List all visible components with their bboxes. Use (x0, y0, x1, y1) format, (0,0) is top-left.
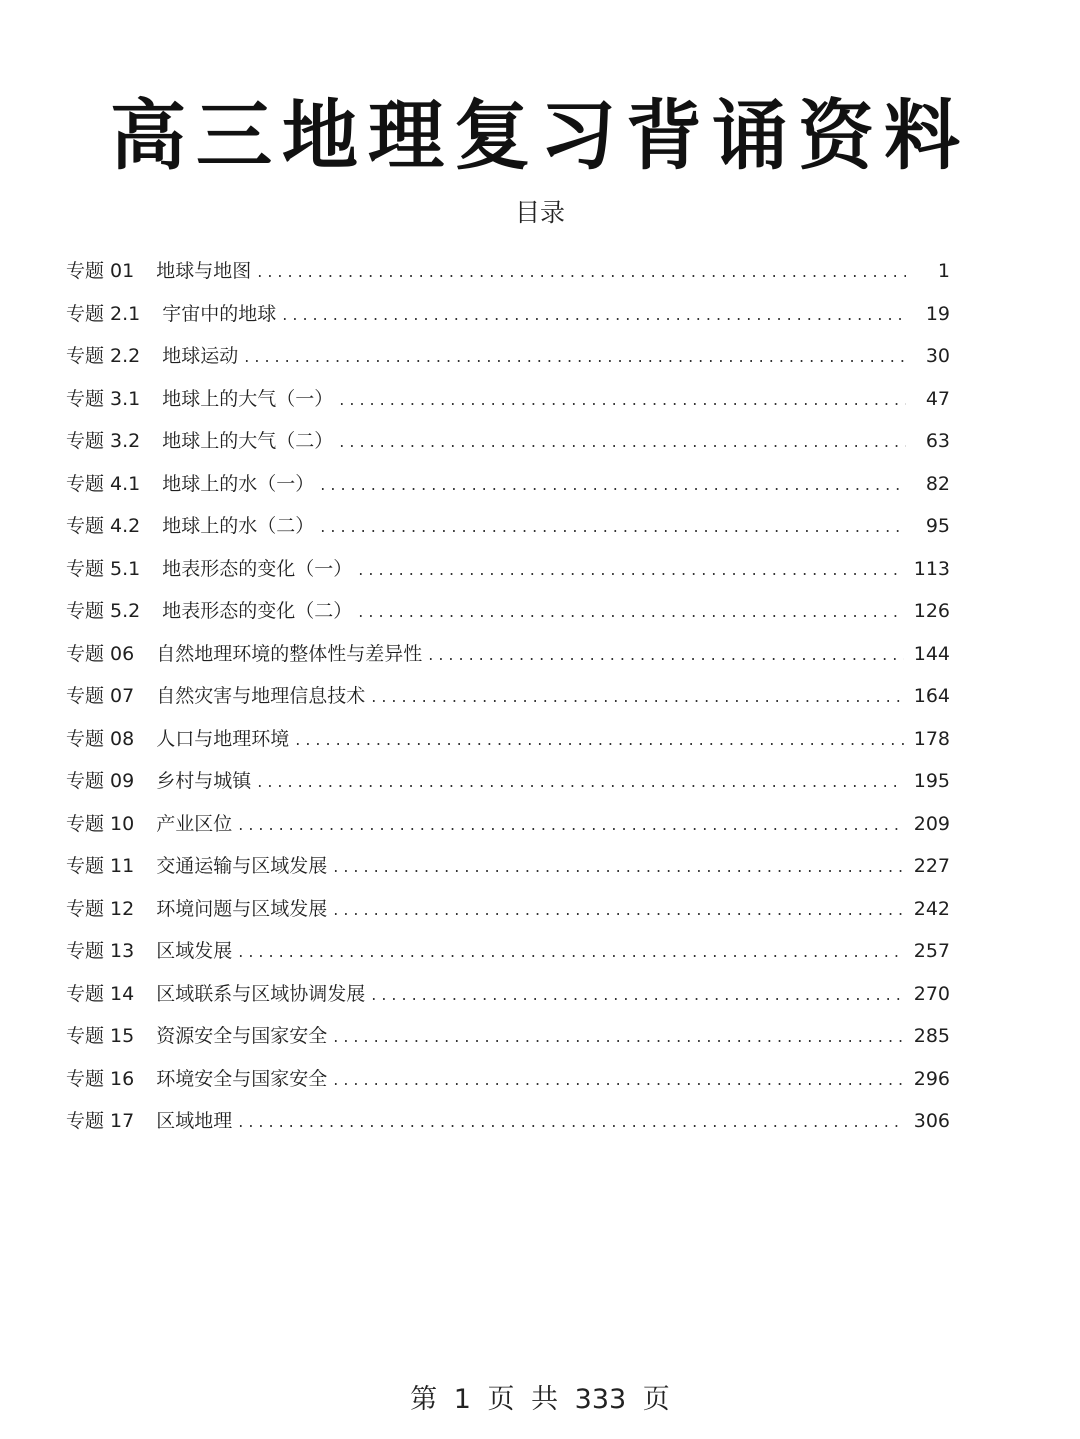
toc-entry-number: 专题 10 (66, 812, 135, 835)
toc-dot-leader (371, 974, 904, 1016)
toc-entry[interactable] (66, 548, 950, 591)
toc-dot-leader (333, 889, 904, 931)
toc-entry-page: 257 (913, 940, 950, 962)
toc-dot-leader (339, 421, 906, 463)
toc-entry[interactable] (66, 250, 950, 293)
toc-entry-number: 专题 16 (66, 1067, 135, 1090)
toc-dot-leader (358, 591, 903, 633)
toc-entry-title: 地表形态的变化（一） (162, 557, 353, 580)
toc-entry-title: 区域地理 (156, 1110, 233, 1132)
toc-dot-leader (295, 719, 904, 761)
toc-entry-number: 专题 4.2 (66, 515, 141, 537)
toc-entry-title: 自然地理环境的整体性与差异性 (156, 642, 423, 665)
toc-entry-number: 专题 3.2 (66, 430, 141, 452)
toc-entry-page: 285 (913, 1025, 950, 1047)
toc-entry[interactable] (66, 718, 950, 761)
toc-dot-leader (333, 846, 904, 888)
toc-entry-number: 专题 09 (66, 770, 135, 792)
toc-dot-leader (257, 761, 904, 803)
toc-dot-leader (339, 379, 906, 421)
toc-entry[interactable] (66, 760, 950, 803)
table-of-contents (66, 250, 950, 1143)
toc-entry-number: 专题 4.1 (66, 472, 141, 495)
toc-entry-number: 专题 17 (66, 1110, 135, 1132)
toc-entry[interactable] (66, 463, 950, 506)
toc-dot-leader (333, 1016, 904, 1058)
toc-entry[interactable] (66, 378, 950, 421)
toc-entry-page: 242 (913, 897, 950, 920)
toc-entry-title: 资源安全与国家安全 (156, 1025, 328, 1047)
toc-entry-page: 95 (925, 515, 950, 537)
toc-entry-page: 63 (925, 430, 950, 452)
toc-entry-title: 环境安全与国家安全 (156, 1067, 328, 1090)
toc-entry[interactable] (66, 973, 950, 1016)
toc-dot-leader (238, 1101, 904, 1143)
toc-entry-number: 专题 2.2 (66, 345, 141, 367)
toc-entry-page: 47 (925, 387, 950, 410)
toc-entry[interactable] (66, 633, 950, 676)
toc-entry-title: 地球与地图 (156, 260, 252, 282)
toc-entry-title: 人口与地理环境 (156, 727, 290, 750)
toc-entry-page: 306 (913, 1110, 950, 1132)
toc-entry[interactable] (66, 505, 950, 548)
toc-entry-page: 1 (937, 260, 950, 282)
toc-entry-page: 270 (913, 982, 950, 1005)
toc-entry[interactable] (66, 930, 950, 973)
toc-entry-number: 专题 15 (66, 1025, 135, 1047)
toc-entry-title: 地表形态的变化（二） (162, 600, 353, 622)
toc-entry-number: 专题 07 (66, 685, 135, 707)
toc-entry-page: 296 (913, 1067, 950, 1090)
toc-entry[interactable] (66, 888, 950, 931)
toc-entry[interactable] (66, 335, 950, 378)
toc-entry-title: 地球上的大气（一） (162, 387, 334, 410)
toc-dot-leader (244, 336, 906, 378)
toc-entry-title: 产业区位 (156, 812, 233, 835)
toc-entry-page: 209 (913, 812, 950, 835)
toc-entry-number: 专题 3.1 (66, 387, 141, 410)
toc-entry[interactable] (66, 293, 950, 336)
toc-entry[interactable] (66, 1058, 950, 1101)
toc-entry-number: 专题 5.1 (66, 557, 141, 580)
toc-entry-number: 专题 12 (66, 897, 135, 920)
toc-entry[interactable] (66, 420, 950, 463)
toc-entry[interactable] (66, 803, 950, 846)
toc-entry-title: 乡村与城镇 (156, 770, 252, 792)
toc-entry-page: 113 (913, 557, 950, 580)
toc-entry-page: 19 (925, 302, 950, 325)
toc-entry[interactable] (66, 1100, 950, 1143)
toc-entry[interactable] (66, 590, 950, 633)
toc-entry-title: 地球上的大气（二） (162, 430, 334, 452)
toc-entry-title: 区域发展 (156, 940, 233, 962)
toc-entry-title: 交通运输与区域发展 (156, 855, 328, 877)
toc-entry-title: 地球上的水（二） (162, 515, 315, 537)
toc-entry-page: 164 (913, 685, 950, 707)
toc-entry-title: 宇宙中的地球 (162, 302, 277, 325)
toc-entry-title: 环境问题与区域发展 (156, 897, 328, 920)
toc-entry-page: 82 (925, 472, 950, 495)
toc-entry-number: 专题 14 (66, 982, 135, 1005)
toc-entry-page: 227 (913, 855, 950, 877)
toc-entry-number: 专题 08 (66, 727, 135, 750)
toc-entry-number: 专题 5.2 (66, 600, 141, 622)
toc-entry-number: 专题 13 (66, 940, 135, 962)
toc-dot-leader (238, 931, 904, 973)
toc-entry-page: 144 (913, 642, 950, 665)
toc-entry-page: 178 (913, 727, 950, 750)
document-title: 高三地理复习背诵资料 (110, 91, 970, 180)
toc-entry-number: 专题 01 (66, 260, 135, 282)
toc-entry-number: 专题 2.1 (66, 302, 141, 325)
toc-entry[interactable] (66, 845, 950, 888)
toc-entry-title: 地球上的水（一） (162, 472, 315, 495)
toc-dot-leader (257, 251, 906, 293)
toc-dot-leader (320, 464, 906, 506)
toc-entry-page: 195 (913, 770, 950, 792)
toc-dot-leader (333, 1059, 904, 1101)
toc-entry[interactable] (66, 1015, 950, 1058)
toc-dot-leader (282, 294, 906, 336)
toc-dot-leader (358, 549, 903, 591)
page-footer: 第 1 页 共 333 页 (410, 1384, 670, 1415)
toc-heading: 目录 (514, 198, 565, 227)
toc-dot-leader (320, 506, 906, 548)
toc-entry-title: 地球运动 (162, 345, 239, 367)
toc-dot-leader (428, 634, 904, 676)
toc-dot-leader (238, 804, 904, 846)
toc-entry-title: 区域联系与区域协调发展 (156, 982, 366, 1005)
toc-entry-title: 自然灾害与地理信息技术 (156, 685, 366, 707)
toc-entry-number: 专题 06 (66, 642, 135, 665)
toc-dot-leader (371, 676, 904, 718)
toc-entry[interactable] (66, 675, 950, 718)
toc-entry-page: 30 (925, 345, 950, 367)
toc-entry-page: 126 (913, 600, 950, 622)
toc-entry-number: 专题 11 (66, 855, 135, 877)
